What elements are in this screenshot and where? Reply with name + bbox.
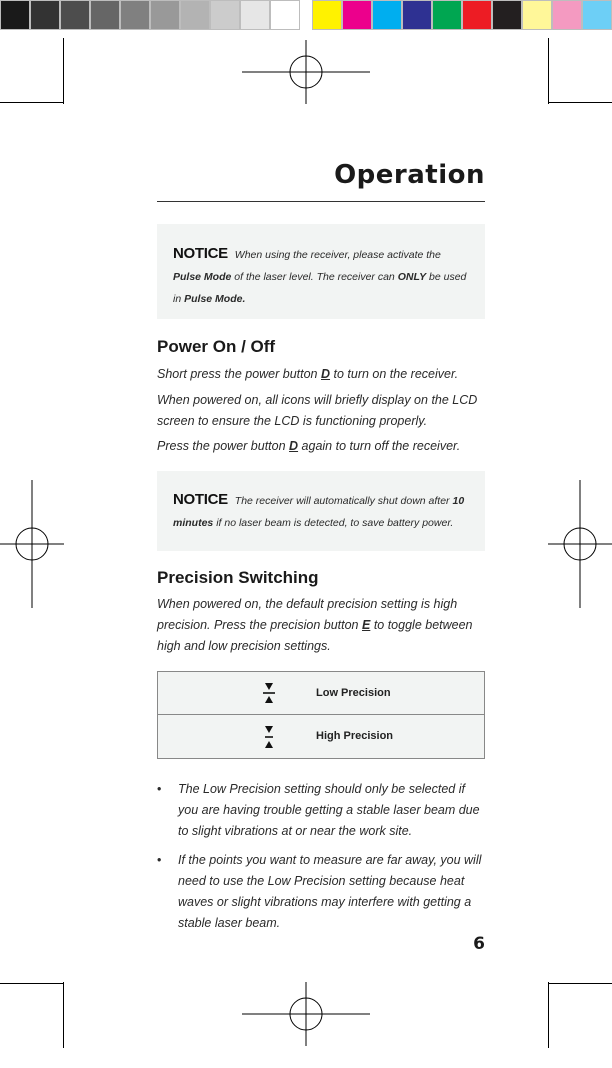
low-precision-icon	[262, 681, 276, 710]
registration-mark-left	[0, 480, 64, 608]
precision-label: Low Precision	[316, 687, 391, 699]
button-key-d: D	[289, 439, 299, 453]
title-divider	[157, 201, 485, 202]
precision-notes	[157, 779, 487, 942]
color-swatch	[462, 0, 492, 30]
list-item: • The Low Precision setting should only be selected if you are having trouble getting a stable laser beam due to slight vibrations at or near the work site.	[157, 782, 480, 838]
precision-table	[157, 671, 485, 759]
precision-paragraph: When powered on, the default precision setting is high precision. Press the precision button E to toggle between high and low precision settings.	[157, 597, 473, 653]
precision-label: High Precision	[316, 730, 394, 742]
gray-swatch	[60, 0, 90, 30]
button-key-d: D	[321, 367, 331, 381]
color-swatch	[492, 0, 522, 30]
color-swatch	[552, 0, 582, 30]
gray-swatch	[210, 0, 240, 30]
page-title: Operation	[334, 160, 485, 190]
power-paragraph-3: Press the power button D again to turn off the receiver.	[157, 439, 461, 453]
crop-mark-bottom-left	[0, 982, 64, 1048]
registration-mark-top	[242, 40, 370, 104]
power-heading: Power On / Off	[157, 337, 276, 356]
table-row	[158, 672, 484, 714]
gray-calibration-bar	[0, 0, 300, 32]
crop-mark-top-right	[548, 38, 612, 104]
crop-mark-top-left	[0, 38, 64, 104]
notice-pulse-mode: NOTICE When using the receiver, please activate the Pulse Mode of the laser level. The receiver can ONLY be used in Pulse Mode.	[157, 224, 485, 319]
table-row	[158, 714, 484, 758]
registration-mark-right	[548, 480, 612, 608]
power-paragraph-2: When powered on, all icons will briefly display on the LCD screen to ensure the LCD is functioning properly.	[157, 393, 478, 428]
color-swatch	[522, 0, 552, 30]
registration-mark-bottom	[242, 982, 370, 1046]
gray-swatch	[240, 0, 270, 30]
notice-tag: NOTICE	[173, 491, 228, 508]
color-calibration-bar	[312, 0, 612, 32]
button-key-e: E	[361, 618, 371, 632]
color-swatch	[402, 0, 432, 30]
high-precision-icon	[262, 724, 276, 755]
gray-swatch	[90, 0, 120, 30]
color-swatch	[342, 0, 372, 30]
notice-tag: NOTICE	[173, 245, 228, 262]
notice-auto-shutdown: NOTICE The receiver will automatically shut down after 10 minutes if no laser beam is detected, to save battery power.	[157, 471, 485, 551]
gray-swatch	[150, 0, 180, 30]
precision-heading: Precision Switching	[157, 568, 319, 587]
color-swatch	[432, 0, 462, 30]
gray-swatch	[120, 0, 150, 30]
list-item: • If the points you want to measure are far away, you will need to use the Low Precision setting because heat waves or slight vibrations may interfere with getting a stable laser beam.	[157, 853, 482, 930]
color-swatch	[582, 0, 612, 30]
color-swatch	[312, 0, 342, 30]
gray-swatch	[180, 0, 210, 30]
gray-swatch	[30, 0, 60, 30]
crop-mark-bottom-right	[548, 982, 612, 1048]
gray-swatch	[270, 0, 300, 30]
power-paragraph-1: Short press the power button D to turn on the receiver.	[157, 367, 459, 381]
color-swatch	[372, 0, 402, 30]
page-number: 6	[473, 934, 485, 954]
gray-swatch	[0, 0, 30, 30]
